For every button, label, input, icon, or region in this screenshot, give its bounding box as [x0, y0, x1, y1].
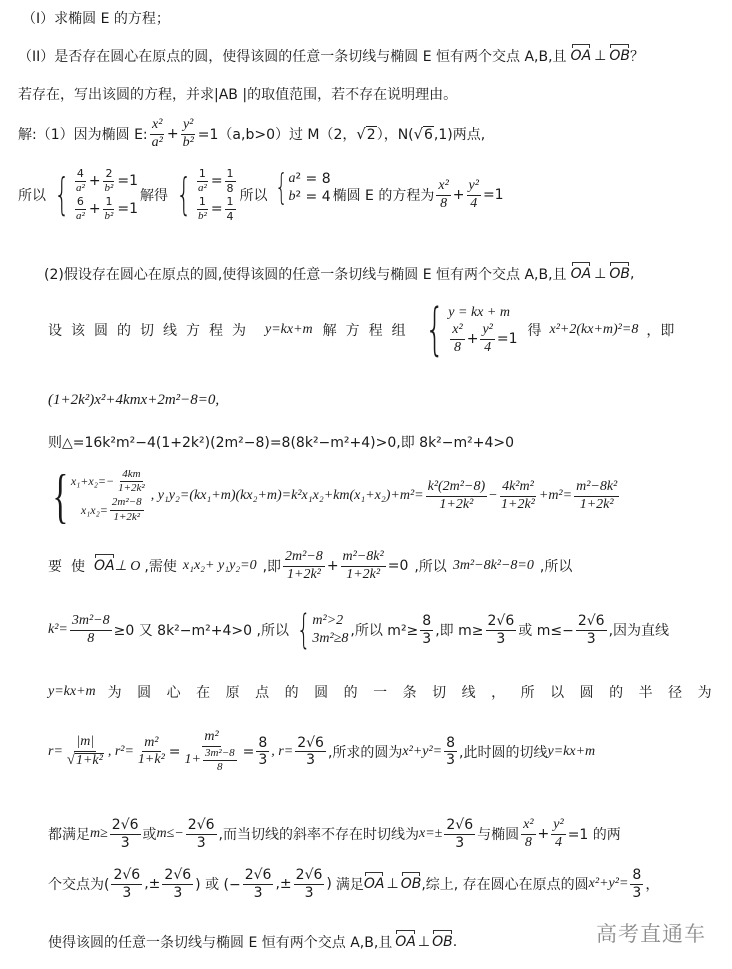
quadratic-text: (1+2k²)x²+4kmx+2m²−8=0, — [48, 392, 220, 408]
question-2-text: （II）是否存在圆心在原点的圆，使得该圆的任意一条切线与椭圆 E 恒有两个交点 A,B,且 — [18, 49, 567, 65]
system-3: { a ² = 8 b ² = 4 — [274, 167, 331, 209]
question-part-2-continued — [18, 84, 457, 104]
perp-o: ⊥ O — [114, 558, 141, 574]
vector-oa: OA — [395, 934, 416, 950]
system-tangent: { y = kx + m $\frac{\text{x²}}{8}$ + $\frac{\text{y²}}{4}$ =1 — [424, 297, 518, 362]
label-suoyi-2: 所以 — [239, 188, 268, 205]
system-m: { m²>2 3m²≥8 — [296, 607, 349, 653]
fraction-y2-b2: $\frac{\text{y²}}{\text{b²}}$ — [182, 117, 194, 150]
solution-part-2-intro — [44, 264, 634, 284]
suoyi-text: ,所以 — [414, 559, 447, 576]
ellipse-equation-label: 椭圆 E 的方程为 — [332, 188, 435, 205]
solve-system-text: 解方程组 — [322, 323, 415, 339]
system-vieta: { x₁+x₂=− $\frac{4km}{\text{1+2k²}}$ x₁x₂= $\frac{\text{2m²−8}}{\text{1+2k²}}$ — [52, 463, 145, 529]
satisfy-line: 都满足 m≥ $\frac{2√6}{3}$ 或 m≤− $\frac{2√6}{3}$ ,而当切线的斜率不存在时切线为 x=± $\frac{2√6}{3}$ 与椭圆 $\frac{\text{x²}}{8}$ + $\frac{\text{y²}}{4}$ =1 的两 — [48, 817, 621, 851]
question-part-2 — [18, 46, 644, 66]
fraction-b: $\frac{\text{m²−8k²}}{\text{1+2k²}}$ — [342, 549, 384, 582]
vector-oa: OA — [363, 876, 385, 893]
radius-intro-line: y=kx+m 为圆心在原点的圆的一条切线，所以圆的半径为 — [48, 684, 728, 701]
watermark: 高考直通车 — [596, 922, 706, 946]
point-n-prefix: ），N( — [376, 127, 414, 144]
fraction-1: $\frac{\text{k²(2m²−8)}}{\text{1+2k²}}$ — [427, 478, 486, 512]
solution-prefix: 解:（1）因为椭圆 E: — [18, 127, 148, 144]
relation-result: 3m²−8k²−8=0 — [452, 558, 534, 574]
perp-symbol: ⊥ — [594, 266, 607, 282]
ji-text: ，即 — [646, 323, 675, 339]
discriminant-text: 则△=16k²m²−4(1+2k²)(2m²−8)=8(8k²−m²+4)>0,即 8k²−m²+4>0 — [48, 435, 515, 451]
system-2: { $\frac{1}{\text{a²}}$ = $\frac{1}{8}$ $\frac{1}{\text{b²}}$ = $\frac{1}{4}$ — [176, 167, 234, 223]
intersection-points-line: 个交点为( $\frac{2√6}{3}$ ,± $\frac{2√6}{3}$ ) 或 (− $\frac{2√6}{3}$ ,± $\frac{2√6}{3}$ ) 满足 OA ⊥ OB ,综上, 存在圆心在原点的圆 x²+y²= $\frac{8}{3}$ ， — [48, 867, 660, 901]
conclusion-line: 使得该圆的任意一条切线与椭圆 E 恒有两个交点 A,B,且 OA ⊥ OB . — [48, 934, 458, 951]
sqrt-2: √ 2 — [356, 125, 376, 143]
dot-product-condition: x₁x₂+ y₁y₂=0 — [182, 558, 257, 574]
fraction-2: $\frac{\text{4k²m²}}{\text{1+2k²}}$ — [501, 478, 535, 512]
suoyi-text-2: ,所以 — [539, 559, 573, 576]
perpendicular-condition-line: 要使 OA ⊥ O ,需使 x₁x₂+ y₁y₂=0 ,即 $\frac{\text{2m²−8}}{\text{1+2k²}}$ + $\frac{\text{m²−8k²}}{\text{1+2k²}}$ =0 ,所以 3m²−8k²−8=0 ,所以 — [48, 549, 573, 582]
question-1-text: （I）求椭圆 E 的方程； — [22, 11, 170, 27]
k-squared-condition: ≥0 又 8k²−m²+4>0 ,所以 — [113, 623, 289, 639]
solution-systems: 所以 { $\frac{4}{\text{a²}}$ + $\frac{2}{\text{b²}}$ =1 $\frac{6}{\text{a²}}$ + $\frac{1}{\text{b²}}$ =1 解得 { $\frac{1}{\text{a²}}$ = $\frac{1}{8}$ $\frac{1}{\text{b²}}$ = $\frac{1}{4}$ 所以 { a ² = 8 b ² = 4 椭圆 E 的方程为 $\frac{\text{x²}}{8}$ + $\frac{\text{y²}}{4}$ =1 — [18, 167, 504, 223]
tangent-text: 设该圆的切线方程为 — [48, 323, 255, 339]
k-squared-line: k²= $\frac{\text{3m²−8}}{8}$ ≥0 又 8k²−m²+4>0 ,所以 { m²>2 3m²≥8 ,所以 m²≥ $\frac{8}{3}$ ,即 m≥ $\frac{2√6}{3}$ 或 m≤− $\frac{2√6}{3}$ ,因为直线 — [48, 607, 670, 653]
substitution-result: x²+2(kx+m)²=8 — [549, 322, 639, 337]
system-1: { $\frac{4}{\text{a²}}$ + $\frac{2}{\text{b²}}$ =1 $\frac{6}{\text{a²}}$ + $\frac{1}{\text{b²}}$ =1 — [54, 167, 138, 222]
fraction-y2-4: $\frac{\text{y²}}{4}$ — [468, 177, 479, 211]
radius-computation-line: r= |m| √ 1+k² , r²= $\frac{\text{m²}}{\text{1+k²}}$ = m² 1+ $\frac{\text{3m²−8}}{8}$ = $\frac{8}{3}$ , r= $\frac{2√6}{3}$ ,所求的圆为 x²+y²= $\frac{8}{3}$ ,此时圆的切线 y=kx+m — [48, 729, 596, 774]
question-part-1 — [22, 8, 170, 28]
yaoshi-text: 要使 — [48, 559, 94, 576]
conclusion-text: 使得该圆的任意一条切线与椭圆 E 恒有两个交点 A,B,且 — [48, 935, 393, 951]
radius-intro-text: 为圆心在原点的圆的一条切线，所以圆的半径为 — [107, 685, 728, 701]
vector-oa: OA — [570, 48, 592, 64]
vector-ob: OB — [400, 876, 422, 893]
tangent-expression: y=kx+m — [265, 322, 313, 337]
fraction-3: $\frac{\text{m²−8k²}}{\text{1+2k²}}$ — [576, 478, 618, 512]
tangent-system-line — [48, 297, 675, 362]
vector-ob: OB — [609, 266, 630, 282]
xushi-text: ,需使 — [144, 559, 177, 576]
question-2-line2: 若存在，写出该圆的方程，并求|AB |的取值范围，若不存在说明理由。 — [18, 87, 458, 103]
equals-one: =1 — [482, 187, 504, 204]
sqrt-6: √ 6 — [413, 125, 433, 143]
vector-ob: OB — [609, 48, 630, 64]
vector-oa: OA — [94, 558, 115, 575]
question-mark: ？ — [629, 49, 644, 65]
comma: , — [630, 266, 635, 282]
quadratic-equation — [48, 392, 219, 409]
vector-oa: OA — [570, 266, 592, 282]
label-jiede: 解得 — [140, 188, 168, 205]
fraction-x2-a2: $\frac{\text{x²}}{\text{a²}}$ — [151, 117, 163, 150]
fraction-a: $\frac{\text{2m²−8}}{\text{1+2k²}}$ — [285, 549, 323, 582]
part-2-text: (2)假设存在圆心在原点的圆,使得该圆的任意一条切线与椭圆 E 恒有两个交点 A,B,且 — [44, 267, 567, 283]
ellipse-condition: =1（a,b>0）过 M（2， — [197, 127, 357, 144]
y1y2-expansion: , y₁y₂=(kx₁+m)(kx₂+m)=k²x₁x₂+km(x₁+x₂)+m²= — [150, 488, 424, 503]
vieta-line: { x₁+x₂=− $\frac{4km}{\text{1+2k²}}$ x₁x₂= $\frac{\text{2m²−8}}{\text{1+2k²}}$ , y₁y₂=(kx₁+m)(kx₂+m)=k²x₁x₂+km(x₁+x₂)+m²= $\frac{\text{k²(2m²−8)}}{\text{1+2k²}}$ − $\frac{\text{4k²m²}}{\text{1+2k²}}$ +m²= $\frac{\text{m²−8k²}}{\text{1+2k²}}$ — [44, 466, 621, 526]
discriminant-line — [48, 432, 514, 452]
vector-ob: OB — [432, 934, 453, 950]
perp-symbol: ⊥ — [594, 48, 607, 64]
fraction-x2-8: $\frac{\text{x²}}{8}$ — [438, 177, 449, 211]
point-n-suffix: ,1)两点, — [433, 127, 486, 144]
label-suoyi: 所以 — [18, 188, 46, 205]
solution-part-1-intro: 解:（1）因为椭圆 E: $\frac{\text{x²}}{\text{a²}}$ + $\frac{\text{y²}}{\text{b²}}$ =1（a,b>0）过 M（2， √ 2 ），N( √ 6 ,1)两点, — [18, 117, 486, 150]
de-text: 得 — [527, 323, 542, 339]
ji-text: ,即 — [262, 559, 282, 576]
